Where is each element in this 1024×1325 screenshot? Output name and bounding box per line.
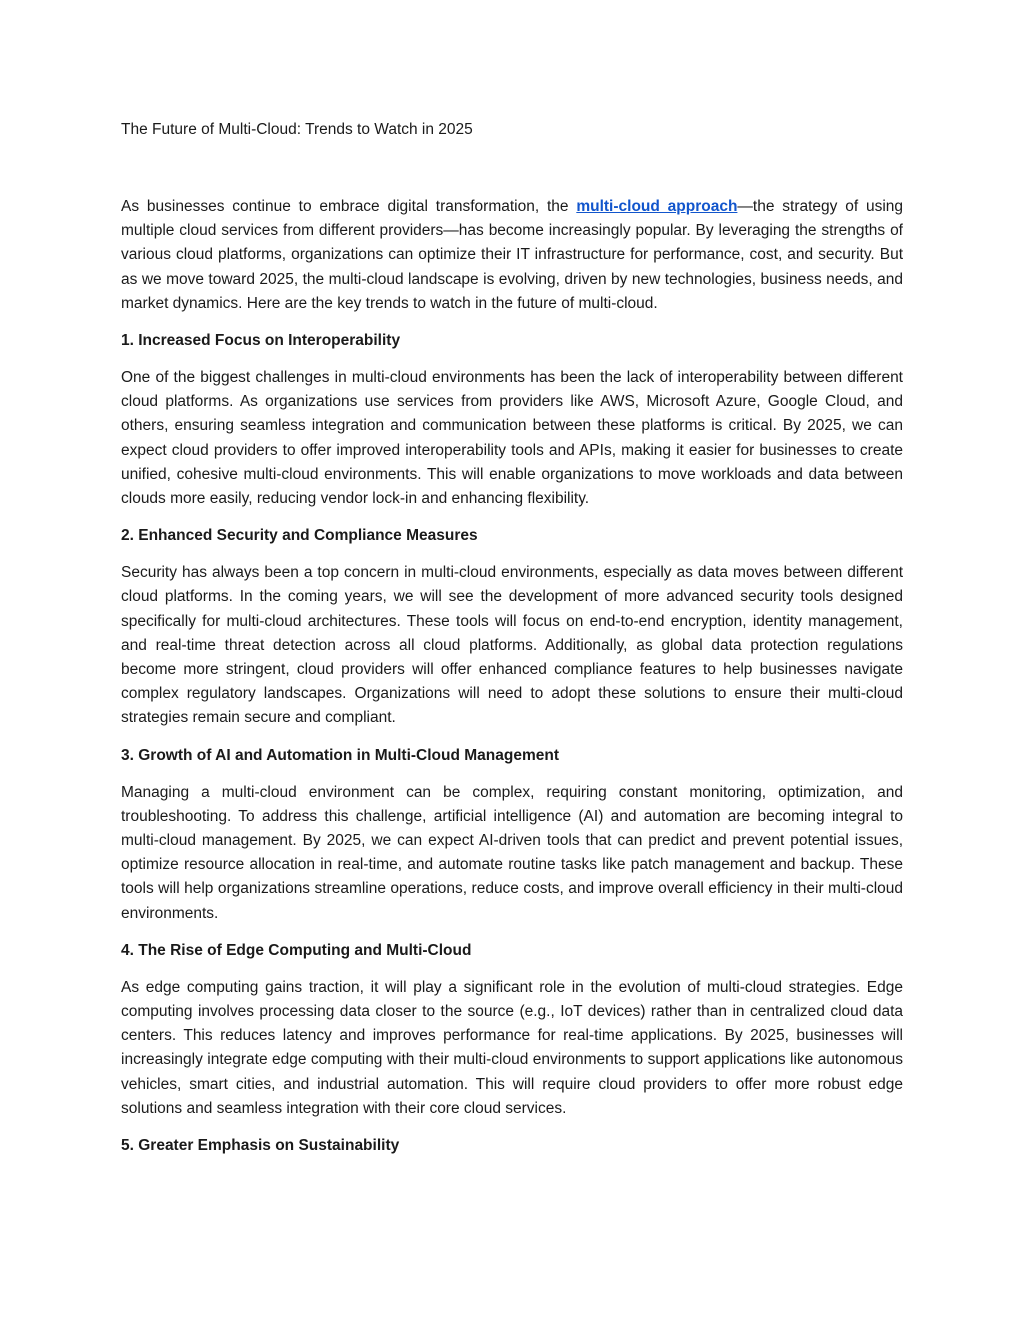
section-1-body: One of the biggest challenges in multi-cloud environments has been the lack of interoperability between different cloud platforms. As organizations use services from providers like AWS, Microsoft Azure, Google Cloud, and others, ensuring seamless integration and communication between these platforms is critical. By 2025, we can expect cloud providers to offer improved interoperability tools and APIs, making it easier for businesses to create unified, cohesive multi-cloud environments. This will enable organizations to move workloads and data between clouds more easily, reducing vendor lock-in and enhancing flexibility. [121, 369, 903, 508]
section-1-heading: 1. Increased Focus on Interoperability [121, 332, 401, 350]
multi-cloud-approach-link[interactable]: multi-cloud approach [576, 198, 738, 215]
intro-text-after-link: —the strategy of using multiple cloud services from different providers—has become increasingly popular. By leveraging the strengths of various cloud platforms, organizations can optimize their IT infrastructure for performance, cost, and security. But as we move toward 2025, the multi-cloud landscape is evolving, driven by new technologies, business needs, and market dynamics. Here are the key trends to watch in the future of multi-cloud. [121, 198, 903, 312]
section-2-heading: 2. Enhanced Security and Compliance Measures [121, 527, 478, 545]
document-page [121, 118, 903, 1171]
section-3-body: Managing a multi-cloud environment can be complex, requiring constant monitoring, optimization, and troubleshooting. To address this challenge, artificial intelligence (AI) and automation are becoming integral to multi-cloud management. By 2025, we can expect AI-driven tools that can predict and prevent potential issues, optimize resource allocation in real-time, and automate routine tasks like patch management and backup. These tools will help organizations streamline operations, reduce costs, and improve overall efficiency in their multi-cloud environments. [121, 783, 903, 922]
intro-paragraph [121, 195, 903, 316]
intro-text-before-link: As businesses continue to embrace digital transformation, the [121, 198, 577, 215]
section-5-heading: 5. Greater Emphasis on Sustainability [121, 1137, 400, 1155]
section-4-body: As edge computing gains traction, it will play a significant role in the evolution of multi-cloud strategies. Edge computing involves processing data closer to the source (e.g., IoT devices) rather than in centralized cloud data centers. This reduces latency and improves performance for real-time applications. By 2025, businesses will increasingly integrate edge computing with their multi-cloud environments to support applications like autonomous vehicles, smart cities, and industrial automation. This will require cloud providers to offer more robust edge solutions and seamless integration with their core cloud services. [121, 978, 903, 1117]
document-title: The Future of Multi-Cloud: Trends to Watch in 2025 [121, 121, 473, 138]
section-4-heading: 4. The Rise of Edge Computing and Multi-Cloud [121, 941, 472, 959]
section-2-body: Security has always been a top concern in multi-cloud environments, especially as data moves between different cloud platforms. In the coming years, we will see the development of more advanced security tools designed specifically for multi-cloud architectures. These tools will focus on end-to-end encryption, identity management, and real-time threat detection across all cloud platforms. Additionally, as global data protection regulations become more stringent, cloud providers will offer enhanced compliance features to help businesses navigate complex regulatory landscapes. Organizations will need to adopt these solutions to ensure their multi-cloud strategies remain secure and compliant. [121, 564, 903, 727]
section-3-heading: 3. Growth of AI and Automation in Multi-Cloud Management [121, 746, 559, 764]
